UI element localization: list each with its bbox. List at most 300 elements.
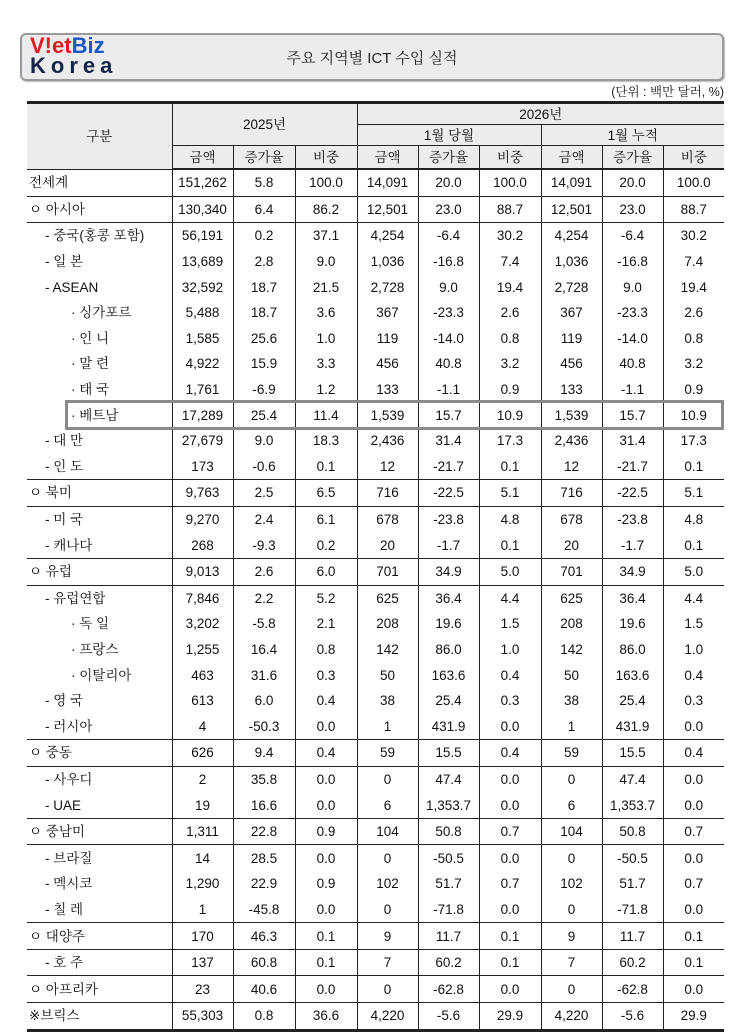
row-value: 0.0 bbox=[479, 713, 541, 739]
row-value: 0.1 bbox=[663, 532, 724, 558]
row-value: 22.8 bbox=[233, 818, 295, 845]
row-value: 20 bbox=[357, 532, 418, 558]
row-value: 31.6 bbox=[233, 662, 295, 688]
row-value: 4,922 bbox=[172, 351, 233, 377]
row-value: 0.0 bbox=[663, 713, 724, 739]
row-value: 0.0 bbox=[295, 713, 357, 739]
row-value: 25.4 bbox=[418, 688, 479, 714]
row-value: 0.4 bbox=[479, 740, 541, 767]
row-value: 1.0 bbox=[295, 326, 357, 352]
row-value: 2,436 bbox=[541, 428, 602, 454]
row-value: -21.7 bbox=[418, 454, 479, 480]
row-label: ㅇ 아시아 bbox=[27, 196, 172, 223]
row-value: 19.6 bbox=[602, 611, 663, 637]
row-value: 0.1 bbox=[479, 532, 541, 558]
row-value: 6.4 bbox=[233, 196, 295, 223]
row-value: 46.3 bbox=[233, 923, 295, 950]
row-value: 86.2 bbox=[295, 196, 357, 223]
row-label: - 영 국 bbox=[27, 688, 172, 714]
row-value: 151,262 bbox=[172, 169, 233, 196]
row-value: 0.1 bbox=[295, 949, 357, 976]
row-value: -6.9 bbox=[233, 377, 295, 403]
row-value: 10.9 bbox=[663, 402, 724, 428]
row-value: -50.3 bbox=[233, 713, 295, 739]
row-value: 102 bbox=[357, 871, 418, 897]
row-value: -23.3 bbox=[602, 300, 663, 326]
row-label: - 브라질 bbox=[27, 845, 172, 871]
row-value: 38 bbox=[541, 688, 602, 714]
row-value: 0.7 bbox=[479, 818, 541, 845]
row-value: 2,436 bbox=[357, 428, 418, 454]
row-value: 163.6 bbox=[602, 662, 663, 688]
table-body bbox=[27, 169, 724, 1030]
row-value: 1,036 bbox=[357, 249, 418, 275]
row-value: 15.7 bbox=[602, 402, 663, 428]
row-value: 34.9 bbox=[418, 558, 479, 585]
row-value: -1.7 bbox=[602, 532, 663, 558]
row-value: 0.0 bbox=[663, 792, 724, 818]
row-value: 0.3 bbox=[663, 688, 724, 714]
table-row bbox=[27, 949, 724, 976]
row-value: 50 bbox=[541, 662, 602, 688]
row-value: 59 bbox=[541, 740, 602, 767]
row-value: 4 bbox=[172, 713, 233, 739]
row-label: · 독 일 bbox=[27, 611, 172, 637]
row-value: 0 bbox=[541, 897, 602, 923]
logo-korea: Korea bbox=[30, 53, 118, 78]
row-value: 29.9 bbox=[663, 1003, 724, 1031]
row-value: 3.2 bbox=[479, 351, 541, 377]
row-value: 0.0 bbox=[479, 976, 541, 1003]
row-value: 0.1 bbox=[295, 923, 357, 950]
row-value: 463 bbox=[172, 662, 233, 688]
row-value: 367 bbox=[541, 300, 602, 326]
row-value: 19.4 bbox=[479, 274, 541, 300]
row-value: 119 bbox=[541, 326, 602, 352]
table-row bbox=[27, 377, 724, 403]
row-value: 23.0 bbox=[602, 196, 663, 223]
row-value: 0.0 bbox=[295, 766, 357, 792]
row-value: 0.8 bbox=[479, 326, 541, 352]
col-amount-2025: 금액 bbox=[172, 146, 233, 170]
row-value: 0.0 bbox=[295, 897, 357, 923]
row-label: · 태 국 bbox=[27, 377, 172, 403]
table-row bbox=[27, 818, 724, 845]
row-value: 23 bbox=[172, 976, 233, 1003]
row-value: 11.7 bbox=[418, 923, 479, 950]
row-value: 37.1 bbox=[295, 223, 357, 249]
row-value: 6.5 bbox=[295, 480, 357, 507]
row-value: 25.4 bbox=[233, 402, 295, 428]
row-value: 0.4 bbox=[663, 740, 724, 767]
row-value: -22.5 bbox=[418, 480, 479, 507]
row-value: 0.2 bbox=[295, 532, 357, 558]
table-row bbox=[27, 351, 724, 377]
row-value: 20.0 bbox=[602, 169, 663, 196]
row-value: 11.4 bbox=[295, 402, 357, 428]
row-value: 17.3 bbox=[479, 428, 541, 454]
row-value: 0 bbox=[541, 845, 602, 871]
row-value: 15.7 bbox=[418, 402, 479, 428]
row-value: 1 bbox=[357, 713, 418, 739]
row-value: 0 bbox=[357, 897, 418, 923]
header-2026: 2026년 bbox=[357, 103, 724, 125]
row-value: -14.0 bbox=[418, 326, 479, 352]
row-value: 11.7 bbox=[602, 923, 663, 950]
col-amount-month: 금액 bbox=[357, 146, 418, 170]
row-value: 28.5 bbox=[233, 845, 295, 871]
row-value: -62.8 bbox=[418, 976, 479, 1003]
row-value: -0.6 bbox=[233, 454, 295, 480]
row-value: 0.8 bbox=[663, 326, 724, 352]
row-value: 6 bbox=[357, 792, 418, 818]
row-label: ㅇ 중남미 bbox=[27, 818, 172, 845]
row-value: 0.9 bbox=[663, 377, 724, 403]
row-value: 14,091 bbox=[357, 169, 418, 196]
row-value: 30.2 bbox=[479, 223, 541, 249]
row-value: 0.7 bbox=[663, 818, 724, 845]
row-value: 431.9 bbox=[418, 713, 479, 739]
row-value: 1,539 bbox=[357, 402, 418, 428]
table-row bbox=[27, 326, 724, 352]
row-value: 12 bbox=[541, 454, 602, 480]
table-row bbox=[27, 611, 724, 637]
row-value: 268 bbox=[172, 532, 233, 558]
row-value: 456 bbox=[541, 351, 602, 377]
row-value: 31.4 bbox=[418, 428, 479, 454]
table-row bbox=[27, 792, 724, 818]
row-value: 0.0 bbox=[479, 766, 541, 792]
row-value: 0.0 bbox=[663, 766, 724, 792]
col-share-month: 비중 bbox=[479, 146, 541, 170]
row-value: 1.5 bbox=[479, 611, 541, 637]
row-value: 0 bbox=[541, 976, 602, 1003]
row-value: 16.6 bbox=[233, 792, 295, 818]
row-value: 9.0 bbox=[602, 274, 663, 300]
table-row bbox=[27, 532, 724, 558]
table-row bbox=[27, 585, 724, 611]
table-row bbox=[27, 196, 724, 223]
row-value: 0.1 bbox=[479, 454, 541, 480]
row-value: 18.7 bbox=[233, 274, 295, 300]
row-value: 9.4 bbox=[233, 740, 295, 767]
row-value: 59 bbox=[357, 740, 418, 767]
row-value: 0.0 bbox=[479, 792, 541, 818]
row-value: 0.8 bbox=[233, 1003, 295, 1031]
row-value: 40.8 bbox=[602, 351, 663, 377]
row-value: 25.4 bbox=[602, 688, 663, 714]
row-value: 9.0 bbox=[233, 428, 295, 454]
row-value: 100.0 bbox=[295, 169, 357, 196]
row-value: 0.2 bbox=[233, 223, 295, 249]
row-value: 0.1 bbox=[295, 454, 357, 480]
row-value: -16.8 bbox=[418, 249, 479, 275]
row-value: -50.5 bbox=[418, 845, 479, 871]
table-row bbox=[27, 1003, 724, 1031]
row-value: 32,592 bbox=[172, 274, 233, 300]
row-value: 21.5 bbox=[295, 274, 357, 300]
row-value: 613 bbox=[172, 688, 233, 714]
row-value: 2 bbox=[172, 766, 233, 792]
row-value: 51.7 bbox=[418, 871, 479, 897]
row-value: -1.1 bbox=[602, 377, 663, 403]
row-value: 100.0 bbox=[663, 169, 724, 196]
row-value: 2.4 bbox=[233, 506, 295, 532]
row-value: 6 bbox=[541, 792, 602, 818]
row-value: 19 bbox=[172, 792, 233, 818]
row-value: 9,270 bbox=[172, 506, 233, 532]
row-value: 0.1 bbox=[663, 923, 724, 950]
row-label: - 사우디 bbox=[27, 766, 172, 792]
row-value: 1,255 bbox=[172, 637, 233, 663]
row-label: - 호 주 bbox=[27, 949, 172, 976]
row-value: 1,353.7 bbox=[602, 792, 663, 818]
table-row bbox=[27, 976, 724, 1003]
row-label: - 칠 레 bbox=[27, 897, 172, 923]
row-value: 133 bbox=[357, 377, 418, 403]
logo-viet: V!et bbox=[30, 33, 72, 58]
row-value: 1 bbox=[172, 897, 233, 923]
table-row bbox=[27, 506, 724, 532]
row-value: 431.9 bbox=[602, 713, 663, 739]
header-2025: 2025년 bbox=[172, 103, 357, 146]
row-value: 2,728 bbox=[357, 274, 418, 300]
row-value: 36.4 bbox=[602, 585, 663, 611]
row-value: 1,761 bbox=[172, 377, 233, 403]
row-label: ㅇ 유럽 bbox=[27, 558, 172, 585]
header-jan-cumulative: 1월 누적 bbox=[541, 125, 724, 146]
row-value: 0.0 bbox=[479, 897, 541, 923]
row-value: 0.4 bbox=[295, 688, 357, 714]
col-growth-month: 증가율 bbox=[418, 146, 479, 170]
row-value: 0.1 bbox=[479, 949, 541, 976]
row-value: 0.0 bbox=[479, 845, 541, 871]
row-value: 3.2 bbox=[663, 351, 724, 377]
row-value: 17.3 bbox=[663, 428, 724, 454]
row-value: 12,501 bbox=[541, 196, 602, 223]
row-label: 전세계 bbox=[27, 169, 172, 196]
row-value: 6.1 bbox=[295, 506, 357, 532]
row-label: - 러시아 bbox=[27, 713, 172, 739]
row-value: 9.0 bbox=[295, 249, 357, 275]
row-value: -6.4 bbox=[602, 223, 663, 249]
row-value: 0.9 bbox=[479, 377, 541, 403]
row-value: 0 bbox=[357, 845, 418, 871]
row-value: 0.8 bbox=[295, 637, 357, 663]
row-value: -71.8 bbox=[418, 897, 479, 923]
logo-biz: Biz bbox=[71, 33, 105, 58]
table-row bbox=[27, 637, 724, 663]
row-value: 0.0 bbox=[663, 845, 724, 871]
table-row bbox=[27, 274, 724, 300]
row-value: 2.6 bbox=[479, 300, 541, 326]
row-value: 6.0 bbox=[233, 688, 295, 714]
row-value: 36.4 bbox=[418, 585, 479, 611]
table-row bbox=[27, 558, 724, 585]
row-value: 133 bbox=[541, 377, 602, 403]
row-value: 170 bbox=[172, 923, 233, 950]
row-value: 625 bbox=[357, 585, 418, 611]
row-value: 142 bbox=[357, 637, 418, 663]
row-value: 163.6 bbox=[418, 662, 479, 688]
row-value: 20.0 bbox=[418, 169, 479, 196]
row-value: 100.0 bbox=[479, 169, 541, 196]
row-value: 208 bbox=[541, 611, 602, 637]
row-value: 5.0 bbox=[479, 558, 541, 585]
row-value: 1,353.7 bbox=[418, 792, 479, 818]
table-row bbox=[27, 480, 724, 507]
row-value: -62.8 bbox=[602, 976, 663, 1003]
row-value: 2.5 bbox=[233, 480, 295, 507]
row-label: ※브릭스 bbox=[27, 1003, 172, 1031]
row-value: 10.9 bbox=[479, 402, 541, 428]
row-value: 130,340 bbox=[172, 196, 233, 223]
header-jan-month: 1월 당월 bbox=[357, 125, 541, 146]
row-value: 1 bbox=[541, 713, 602, 739]
row-value: 2.6 bbox=[663, 300, 724, 326]
row-value: 47.4 bbox=[602, 766, 663, 792]
row-value: 15.5 bbox=[602, 740, 663, 767]
row-value: 3,202 bbox=[172, 611, 233, 637]
row-label: - 미 국 bbox=[27, 506, 172, 532]
col-growth-cum: 증가율 bbox=[602, 146, 663, 170]
row-label: ㅇ 아프리카 bbox=[27, 976, 172, 1003]
row-value: 1,290 bbox=[172, 871, 233, 897]
row-label: · 이탈리아 bbox=[27, 662, 172, 688]
row-value: 4,220 bbox=[357, 1003, 418, 1031]
row-label: - 일 본 bbox=[27, 249, 172, 275]
row-value: 0.4 bbox=[663, 662, 724, 688]
row-value: 38 bbox=[357, 688, 418, 714]
row-value: -1.1 bbox=[418, 377, 479, 403]
row-label: · 베트남 bbox=[27, 402, 172, 428]
table-row bbox=[27, 249, 724, 275]
row-value: 14 bbox=[172, 845, 233, 871]
row-value: 4.4 bbox=[479, 585, 541, 611]
row-value: 9 bbox=[357, 923, 418, 950]
row-value: 137 bbox=[172, 949, 233, 976]
page-title: 주요 지역별 ICT 수입 실적 bbox=[286, 50, 458, 67]
row-value: 678 bbox=[541, 506, 602, 532]
table-row bbox=[27, 766, 724, 792]
row-value: 0.0 bbox=[295, 845, 357, 871]
table-row bbox=[27, 897, 724, 923]
row-value: 701 bbox=[357, 558, 418, 585]
row-value: 51.7 bbox=[602, 871, 663, 897]
row-value: 19.6 bbox=[418, 611, 479, 637]
row-value: 88.7 bbox=[479, 196, 541, 223]
row-value: 4.8 bbox=[479, 506, 541, 532]
row-value: 7,846 bbox=[172, 585, 233, 611]
row-value: 4,254 bbox=[541, 223, 602, 249]
row-value: -71.8 bbox=[602, 897, 663, 923]
header-category: 구분 bbox=[27, 103, 172, 170]
row-label: · 싱가포르 bbox=[27, 300, 172, 326]
row-value: 1,311 bbox=[172, 818, 233, 845]
title-banner bbox=[20, 33, 724, 81]
row-value: 367 bbox=[357, 300, 418, 326]
row-value: 25.6 bbox=[233, 326, 295, 352]
row-value: 2,728 bbox=[541, 274, 602, 300]
row-value: 40.8 bbox=[418, 351, 479, 377]
row-value: 5.1 bbox=[663, 480, 724, 507]
row-value: 60.8 bbox=[233, 949, 295, 976]
table-row bbox=[27, 713, 724, 739]
row-value: 6.0 bbox=[295, 558, 357, 585]
row-value: -16.8 bbox=[602, 249, 663, 275]
row-value: -21.7 bbox=[602, 454, 663, 480]
row-value: 625 bbox=[541, 585, 602, 611]
row-value: 12,501 bbox=[357, 196, 418, 223]
row-value: 18.3 bbox=[295, 428, 357, 454]
row-value: 7 bbox=[357, 949, 418, 976]
row-value: 0 bbox=[357, 976, 418, 1003]
row-value: 34.9 bbox=[602, 558, 663, 585]
table-row bbox=[27, 845, 724, 871]
row-value: 50.8 bbox=[418, 818, 479, 845]
row-value: -23.8 bbox=[418, 506, 479, 532]
row-value: 4.4 bbox=[663, 585, 724, 611]
row-value: 12 bbox=[357, 454, 418, 480]
row-value: 60.2 bbox=[602, 949, 663, 976]
row-value: 86.0 bbox=[418, 637, 479, 663]
row-value: 5.2 bbox=[295, 585, 357, 611]
row-value: 29.9 bbox=[479, 1003, 541, 1031]
row-value: 14,091 bbox=[541, 169, 602, 196]
row-value: 40.6 bbox=[233, 976, 295, 1003]
row-value: 4,220 bbox=[541, 1003, 602, 1031]
row-value: 9,763 bbox=[172, 480, 233, 507]
row-value: 0.4 bbox=[479, 662, 541, 688]
table-row bbox=[27, 454, 724, 480]
row-value: 0.7 bbox=[663, 871, 724, 897]
row-value: 88.7 bbox=[663, 196, 724, 223]
row-value: -22.5 bbox=[602, 480, 663, 507]
row-label: · 말 련 bbox=[27, 351, 172, 377]
row-value: 119 bbox=[357, 326, 418, 352]
row-value: 22.9 bbox=[233, 871, 295, 897]
row-value: 3.6 bbox=[295, 300, 357, 326]
row-value: 0.3 bbox=[295, 662, 357, 688]
row-value: 15.5 bbox=[418, 740, 479, 767]
row-value: 102 bbox=[541, 871, 602, 897]
table-row bbox=[27, 662, 724, 688]
table-row bbox=[27, 402, 724, 428]
row-value: 50.8 bbox=[602, 818, 663, 845]
row-value: -45.8 bbox=[233, 897, 295, 923]
col-share-2025: 비중 bbox=[295, 146, 357, 170]
row-value: 0.1 bbox=[663, 949, 724, 976]
row-label: ㅇ 북미 bbox=[27, 480, 172, 507]
row-value: 86.0 bbox=[602, 637, 663, 663]
row-value: 7 bbox=[541, 949, 602, 976]
row-value: 716 bbox=[541, 480, 602, 507]
row-value: -14.0 bbox=[602, 326, 663, 352]
row-value: 626 bbox=[172, 740, 233, 767]
row-value: -50.5 bbox=[602, 845, 663, 871]
row-value: 31.4 bbox=[602, 428, 663, 454]
row-value: 1.0 bbox=[479, 637, 541, 663]
row-value: 27,679 bbox=[172, 428, 233, 454]
table-row bbox=[27, 923, 724, 950]
row-label: - 멕시코 bbox=[27, 871, 172, 897]
row-label: · 인 니 bbox=[27, 326, 172, 352]
row-value: 36.6 bbox=[295, 1003, 357, 1031]
row-value: -5.8 bbox=[233, 611, 295, 637]
row-value: 0.1 bbox=[479, 923, 541, 950]
col-growth-2025: 증가율 bbox=[233, 146, 295, 170]
row-value: 701 bbox=[541, 558, 602, 585]
